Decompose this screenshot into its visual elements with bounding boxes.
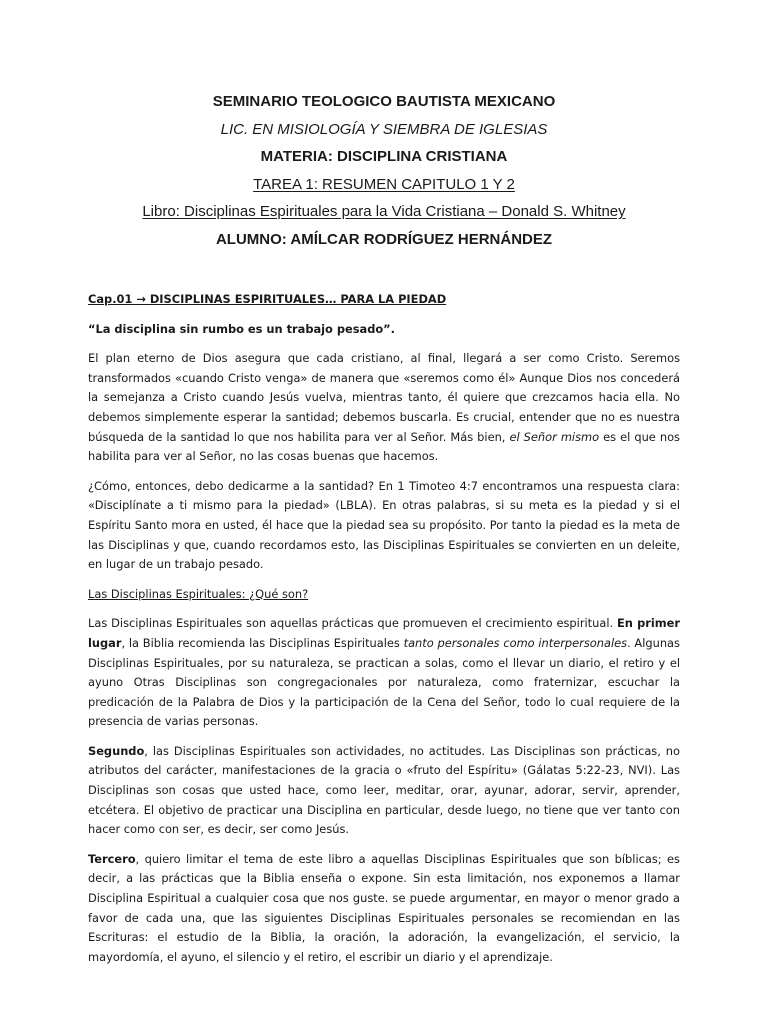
paragraph-1 — [88, 349, 680, 467]
program-name: LIC. EN MISIOLOGÍA Y SIEMBRA DE IGLESIAS — [220, 120, 548, 138]
paragraph-1-emphasis: el Señor mismo — [509, 429, 600, 444]
book-reference: Libro: Disciplinas Espirituales para la Vida Cristiana – Donald S. Whitney — [142, 203, 626, 220]
section-subheading: Las Disciplinas Espirituales: ¿Qué son? — [88, 586, 309, 601]
paragraph-3 — [88, 614, 680, 732]
paragraph-2: ¿Cómo, entonces, debo dedicarme a la santidad? En 1 Timoteo 4:7 encontramos una respuesta clara: «Disciplínate a ti mismo para la piedad» (LBLA). En otras palabras, si su meta es la piedad y si el Espíritu Santo mora en usted, él hace que la piedad sea su propósito. Por tanto la piedad es la meta de las Disciplinas y que, cuando recordamos esto, las Disciplinas Espirituales se convierten en un deleite, en lugar de un trabajo pesado. — [88, 478, 680, 572]
document-body — [88, 290, 680, 977]
subject-name: MATERIA: DISCIPLINA CRISTIANA — [260, 148, 508, 165]
paragraph-4-text: , las Disciplinas Espirituales son actividades, no actitudes. Las Disciplinas son prácticas, no atributos del carácter, manifestaciones de la gracia o «fruto del Espíritu» (Gálatas 5:22-23, NVI). Las Disciplinas son cosas que usted hace, como leer, meditar, orar, ayunar, adorar, servir, aprender, etcétera. El objetivo de practicar una Disciplina en particular, desde luego, no tiene que ver tanto con hacer como con ser, es decir, ser como Jesús. — [88, 743, 680, 837]
paragraph-1-text-a: El plan eterno de Dios asegura que cada cristiano, al final, llegará a ser como Cristo. Seremos transformados «cuando Cristo venga» de manera que «seremos como él» Aunque Dios nos concederá la semejanza a Cristo cuando Jesús vuelva, mientras tanto, él quiere que crezcamos hacia ella. No debemos simplemente esperar la santidad; debemos buscarla. Es crucial, entender que no es nuestra búsqueda de la santidad lo que nos habilita para ver al Señor. Más bien, — [88, 351, 680, 444]
assignment-title: TAREA 1: RESUMEN CAPITULO 1 Y 2 — [253, 175, 515, 193]
chapter-heading: Cap.01 → DISCIPLINAS ESPIRITUALES… PARA LA PIEDAD — [88, 292, 447, 306]
chapter-quote: “La disciplina sin rumbo es un trabajo pesado”. — [88, 321, 395, 336]
institution-name: SEMINARIO TEOLOGICO BAUTISTA MEXICANO — [212, 93, 556, 110]
paragraph-4-bold: Segundo — [88, 743, 145, 758]
paragraph-3-bold: En primer lugar — [88, 616, 680, 650]
paragraph-3-text-b: , la Biblia recomienda las Disciplinas Espirituales — [121, 635, 404, 650]
paragraph-5 — [88, 850, 680, 968]
paragraph-3-emphasis: tanto personales como interpersonales — [403, 635, 628, 650]
paragraph-5-bold: Tercero — [88, 851, 136, 866]
paragraph-1-text-b: es el que nos habilita para ver al Señor, no las cosas buenas que hacemos. — [88, 429, 680, 464]
paragraph-3-text-c: . Algunas Disciplinas Espirituales, por su naturaleza, se practican a solas, como el llevar un diario, el retiro y el ayuno Otras Disciplinas son congregacionales por naturaleza, como fraternizar, escuchar la predicación de la Palabra de Dios y la participación de la Cena del Señor, todo lo cual requiere de la presencia de varias personas. — [88, 635, 680, 729]
paragraph-3-text-a: Las Disciplinas Espirituales son aquellas prácticas que promueven el crecimiento espiritual. — [88, 616, 617, 631]
paragraph-5-text: , quiero limitar el tema de este libro a aquellas Disciplinas Espirituales que son bíblicas; es decir, a las prácticas que la Biblia enseña o expone. Sin esta limitación, nos exponemos a llamar Disciplina Espiritual a cualquier cosa que nos guste. se puede argumentar, en mayor o menor grado a favor de cada una, que las siguientes Disciplinas Espirituales personales se recomiendan en las Escrituras: el estudio de la Biblia, la oración, la adoración, la evangelización, el servicio, la mayordomía, el ayuno, el silencio y el retiro, el escribir un diario y el aprendizaje. — [88, 851, 680, 964]
paragraph-4 — [88, 742, 680, 840]
student-name: ALUMNO: AMÍLCAR RODRÍGUEZ HERNÁNDEZ — [215, 230, 553, 248]
document-header — [0, 88, 768, 253]
